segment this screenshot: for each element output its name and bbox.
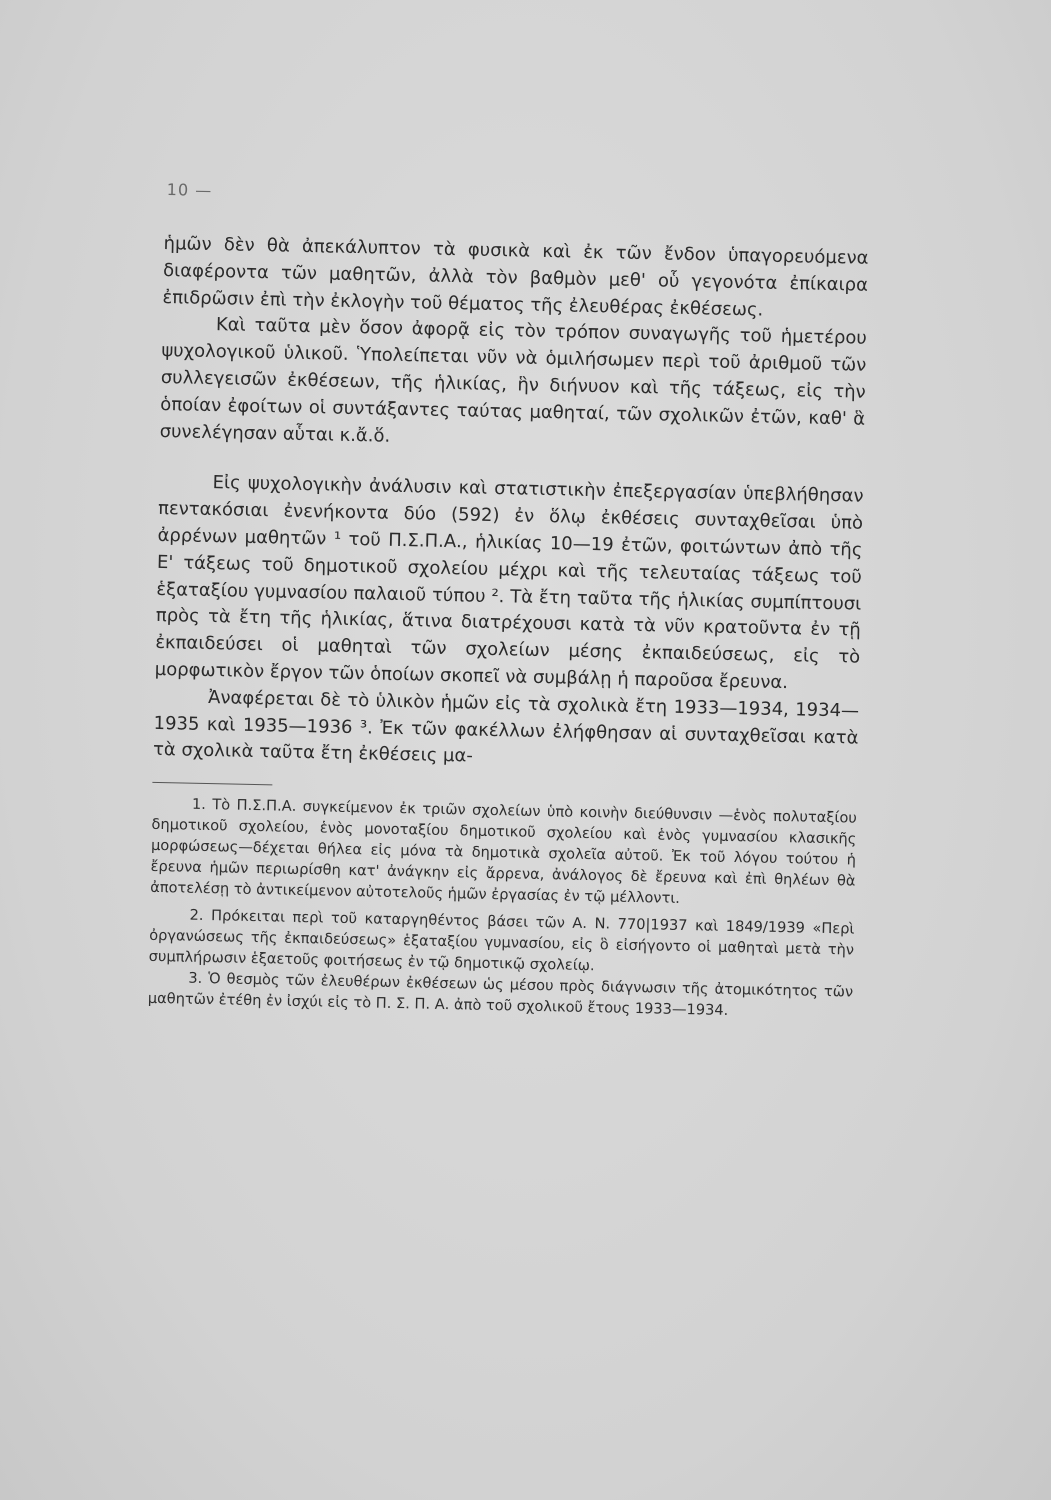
body-paragraph: Ἀναφέρεται δὲ τὸ ὑλικὸν ἡμῶν εἰς τὰ σχολικὰ ἔτη 1933—1934, 1934—1935 καὶ 1935—1936 ³. Ἐκ τῶν φακέλλων ἐλήφθησαν αἱ συνταχθεῖσαι κατὰ τὰ σχολικὰ ταῦτα ἔτη ἐκθέσεις μα- <box>152 686 860 767</box>
body-paragraph: Εἰς ψυχολογικὴν ἀνάλυσιν καὶ στατιστικὴν ἐπεξεργασίαν ὑπεβλήθησαν πεντακόσιαι ἐνενήκοντα δύο (592) ἐν ὅλῳ ἐκθέσεις συνταχθεῖσαι ὑπὸ ἀρρένων μαθητῶν ¹ τοῦ Π.Σ.Π.Α., ἡλικίας 10—19 ἐτῶν, φοιτώντων ἀπὸ τῆς Ε' τάξεως τοῦ δημοτικοῦ σχολείου μέχρι καὶ τῆς τελευταίας τάξεως τοῦ ἑξαταξίου γυμνασίου παλαιοῦ τύπου ². Τὰ ἔτη ταῦτα τῆς ἡλικίας συμπίπτουσι πρὸς τὰ ἔτη τῆς ἡλικίας, ἅτινα διατρέχουσι κατὰ τὰ νῦν κρατοῦντα ἐν τῇ ἐκπαιδεύσει οἱ μαθηταὶ τῶν σχολείων μέσης ἐκπαιδεύσεως, εἰς τὸ μορφωτικὸν ἔργον τῶν ὁποίων σκοπεῖ νὰ συμβάλῃ ἡ παροῦσα ἔρευνα. <box>154 472 864 694</box>
footnote-3: 3. Ὁ θεσμὸς τῶν ἐλευθέρων ἐκθέσεων ὡς μέσου πρὸς διάγνωσιν τῆς ἀτομικότητος τῶν μαθητῶν ἐτέθη ἐν ἰσχύι εἰς τὸ Π. Σ. Π. Α. ἀπὸ τοῦ σχολικοῦ ἔτους 1933—1934. <box>147 969 854 1020</box>
body-paragraph: ἡμῶν δὲν θὰ ἀπεκάλυπτον τὰ φυσικὰ καὶ ἐκ τῶν ἔνδον ὑπαγορευόμενα διαφέροντα τῶν μαθητῶν, ἀλλὰ τὸν βαθμὸν μεθ' οὗ γεγονότα ἐπίκαιρα ἐπιδρῶσιν ἐπὶ τὴν ἐκλογὴν τοῦ θέματος τῆς ἐλευθέρας ἐκθέσεως. <box>162 232 869 321</box>
body-paragraph: Καὶ ταῦτα μὲν ὅσον ἀφορᾷ εἰς τὸν τρόπον συναγωγῆς τοῦ ἡμετέρου ψυχολογικοῦ ὑλικοῦ. Ὑπολείπεται νῦν νὰ ὁμιλήσωμεν περὶ τοῦ ἀριθμοῦ τῶν συλλεγεισῶν ἐκθέσεων, τῆς ἡλικίας, ἣν διήνυον καὶ τῆς τάξεως, εἰς τὴν ὁποίαν ἐφοίτων οἱ συντάξαντες ταύτας μαθηταί, τῶν σχολικῶν ἐτῶν, καθ' ἃ συνελέγησαν αὗται κ.ἄ.ὅ. <box>159 314 868 447</box>
footnote-1: 1. Τὸ Π.Σ.Π.Α. συγκείμενον ἐκ τριῶν σχολείων ὑπὸ κοινὴν διεύθυνσιν —ἑνὸς πολυταξίου δημοτικοῦ σχολείου, ἑνὸς μονοταξίου δημοτικοῦ σχολείου καὶ ἑνὸς γυμνασίου κλασικῆς μορφώσεως—δέχεται θήλεα εἰς μόνα τὰ δημοτικὰ σχολεῖα αὐτοῦ. Ἐκ τοῦ λόγου τούτου ἡ ἔρευνα ἡμῶν περιωρίσθη κατ' ἀνάγκην εἰς ἄρρενα, ἀνάλογος δὲ ἔρευνα καὶ ἐπὶ θηλέων θὰ ἀποτελέσῃ τὸ ἀντικείμενον αὐτοτελοῦς ἡμῶν ἐργασίας ἐν τῷ μέλλοντι. <box>150 795 857 908</box>
page-number: 10 — <box>166 180 213 200</box>
page-content <box>148 180 870 1024</box>
footnote-2: 2. Πρόκειται περὶ τοῦ καταργηθέντος βάσει τῶν Α. Ν. 770|1937 καὶ 1849/1939 «Περὶ ὀργανώσεως τῆς ἐκπαιδεύσεως» ἑξαταξίου γυμνασίου, εἰς ὃ εἰσήγοντο οἱ μαθηταὶ μετὰ τὴν συμπλήρωσιν ἑξαετοῦς φοιτήσεως ἐν τῷ δημοτικῷ σχολείῳ. <box>148 906 855 975</box>
footnote-divider <box>152 782 272 786</box>
